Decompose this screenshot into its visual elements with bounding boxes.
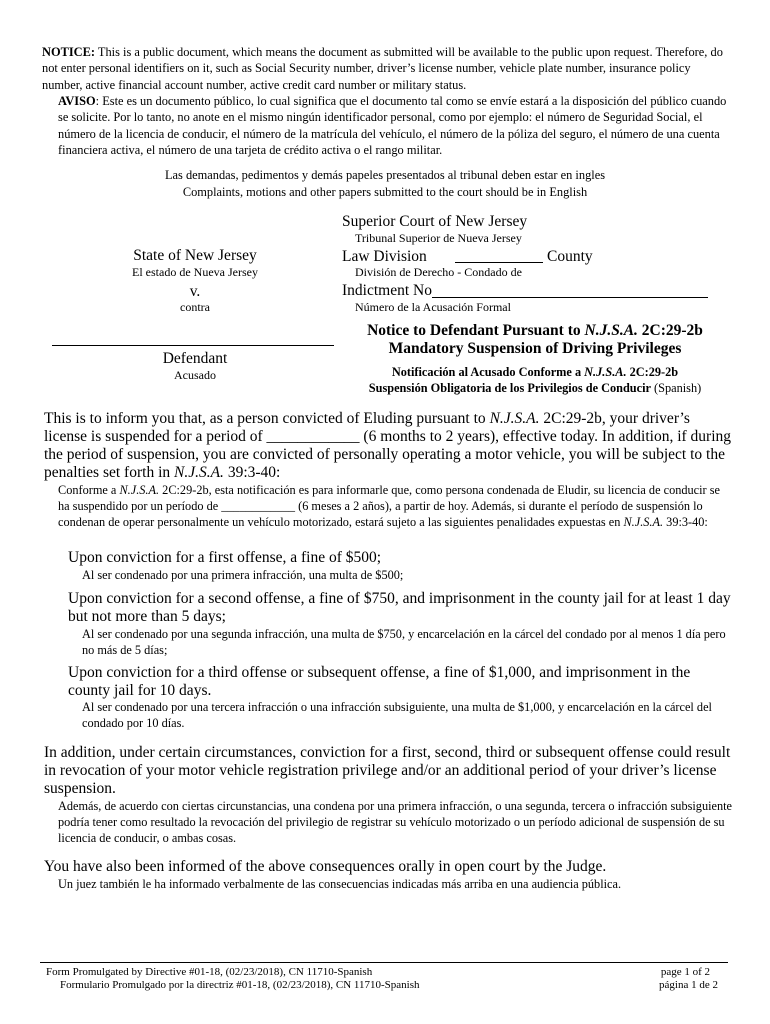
title-line1-post: 2C:29-2b bbox=[637, 322, 703, 339]
footer-form: Form Promulgated by Directive #01-18, (02/23/2018), CN 11710-Spanish bbox=[46, 966, 373, 978]
intro-p1: This is to inform you that, as a person convicted of Eluding pursuant to bbox=[44, 410, 490, 427]
footer-divider bbox=[40, 962, 728, 963]
language-note-spanish: Las demandas, pedimentos y demás papeles presentados al tribunal deben estar en ingles bbox=[164, 168, 606, 182]
court-name: Superior Court of New Jersey bbox=[342, 213, 528, 230]
defendant-name-line[interactable] bbox=[52, 345, 334, 346]
offense-second-sp: Al ser condenado por una segunda infracción, una multa de $750, y encarcelación en la cárcel del condado por al menos 1 día pero no más de 5 días; bbox=[82, 627, 726, 657]
intro-paragraph-sp bbox=[58, 482, 734, 530]
language-note bbox=[100, 167, 670, 200]
law-division-label: Law Division bbox=[342, 248, 427, 265]
aviso-text: : Este es un documento público, lo cual significa que el documento tal como se envíe estará a la disposición del público cuando se solicite. Por lo tanto, no anote en el mismo ningún identificador personal, como por ejemplo: el número de Seguridad Social, el número de la licencia de conducir, el número de la matrícula del vehículo, el número de la póliza del seguro, el número de una cuenta financiera activa, el número de una tarjeta de crédito activa o el rango militar. bbox=[58, 94, 727, 158]
notice-paragraph bbox=[42, 44, 732, 93]
title-line1-cite: N.J.S.A. bbox=[584, 322, 638, 339]
law-division-label-sp: División de Derecho - Condado de bbox=[355, 265, 522, 279]
intro-cite2: N.J.S.A. bbox=[174, 464, 224, 481]
intro-p2: 2C:29-2b, your driver’s license is suspended for a period of ____________ (6 months to 2 years), effective today. In addition, if during the period of suspension, you are convicted of personally operating a motor vehicle, you will be subject to the penalties set forth in bbox=[44, 410, 732, 481]
language-note-english: Complaints, motions and other papers submitted to the court should be in English bbox=[182, 184, 588, 199]
addition-paragraph: In addition, under certain circumstances, conviction for a first, second, third or subsequent offense could result in revocation of your motor vehicle registration privilege and/or an additional period of your driver’s license suspension. bbox=[44, 744, 731, 797]
county-field[interactable] bbox=[455, 262, 543, 263]
state-label-sp: El estado de Nueva Jersey bbox=[132, 265, 258, 279]
informed-paragraph-sp: Un juez también le ha informado verbalmente de las consecuencias indicadas más arriba en una audiencia pública. bbox=[58, 877, 622, 891]
offense-third: Upon conviction for a third offense or subsequent offense, a fine of $1,000, and imprisonment in the county jail for 10 days. bbox=[68, 664, 691, 699]
versus-label: v. bbox=[189, 283, 201, 300]
indictment-number-field[interactable] bbox=[432, 297, 708, 298]
intro-p3: 39:3-40: bbox=[223, 464, 281, 481]
intro-sp-p1: Conforme a bbox=[58, 483, 120, 497]
title-sp2-lang: (Spanish) bbox=[650, 381, 702, 395]
intro-sp-cite2: N.J.S.A. bbox=[623, 515, 664, 529]
title-line1-pre: Notice to Defendant Pursuant to bbox=[367, 322, 585, 339]
indictment-label-sp: Número de la Acusación Formal bbox=[355, 300, 511, 314]
intro-cite: N.J.S.A. bbox=[489, 410, 540, 427]
title-sp1-post: 2C:29-2b bbox=[626, 365, 679, 379]
page-number: page 1 of 2 bbox=[660, 966, 710, 978]
title-sp2: Suspensión Obligatoria de los Privilegios de Conducir bbox=[368, 381, 651, 395]
title-sp1-cite: N.J.S.A. bbox=[584, 365, 627, 379]
document-title-sp bbox=[340, 364, 730, 396]
intro-sp-p3: 39:3-40: bbox=[663, 515, 708, 529]
informed-paragraph: You have also been informed of the above consequences orally in open court by the Judge. bbox=[44, 858, 607, 875]
document-title bbox=[340, 322, 730, 358]
indictment-label: Indictment No bbox=[342, 282, 432, 299]
offense-first: Upon conviction for a first offense, a fine of $500; bbox=[68, 549, 382, 566]
intro-sp-p2: 2C:29-2b, esta notificación es para informarle que, como persona condenada de Eludir, su licencia de conducir se ha suspendido por un período de ____________ (6 meses a 2 años), a partir de hoy. Además, si durante el período de suspensión lo condenan de operar personalmente un vehículo motorizado, estará sujeto a las siguientes penalidades expuestas en bbox=[58, 483, 720, 529]
county-label: County bbox=[547, 248, 593, 265]
title-sp1-pre: Notificación al Acusado Conforme a bbox=[391, 365, 585, 379]
court-name-sp: Tribunal Superior de Nueva Jersey bbox=[355, 231, 522, 245]
offense-second: Upon conviction for a second offense, a fine of $750, and imprisonment in the county jail for at least 1 day but not more than 5 days; bbox=[68, 590, 731, 625]
versus-label-sp: contra bbox=[180, 300, 210, 314]
aviso-label: AVISO bbox=[58, 94, 96, 108]
notice-label: NOTICE: bbox=[42, 45, 96, 59]
offense-first-sp: Al ser condenado por una primera infracción, una multa de $500; bbox=[82, 568, 404, 582]
intro-paragraph bbox=[44, 410, 734, 482]
state-label: State of New Jersey bbox=[133, 247, 257, 264]
title-line2: Mandatory Suspension of Driving Privileges bbox=[388, 340, 682, 357]
defendant-label: Defendant bbox=[162, 350, 228, 367]
intro-sp-cite: N.J.S.A. bbox=[119, 483, 160, 497]
notice-text: This is a public document, which means the document as submitted will be available to the public upon request. Therefore, do not enter personal identifiers on it, such as Social Security number, driver’s license number, vehicle plate number, insurance policy number, active financial account number, active credit card number or military status. bbox=[42, 45, 723, 92]
offense-third-sp: Al ser condenado por una tercera infracción o una infracción subsiguiente, una multa de $1,000, y encarcelación en la cárcel del condado por 10 días. bbox=[82, 700, 712, 730]
aviso-paragraph bbox=[58, 93, 732, 159]
addition-paragraph-sp: Además, de acuerdo con ciertas circunstancias, una condena por una primera infracción, o una segunda, tercera o infracción subsiguiente podría tener como resultado la revocación del privilegio de registrar su vehículo motorizado o un período adicional de suspensión de su licencia de conducir, o ambas cosas. bbox=[58, 799, 732, 845]
footer-form-sp: Formulario Promulgado por la directriz #01-18, (02/23/2018), CN 11710-Spanish bbox=[60, 979, 420, 991]
page-number-sp: página 1 de 2 bbox=[659, 979, 718, 991]
defendant-label-sp: Acusado bbox=[174, 368, 216, 382]
